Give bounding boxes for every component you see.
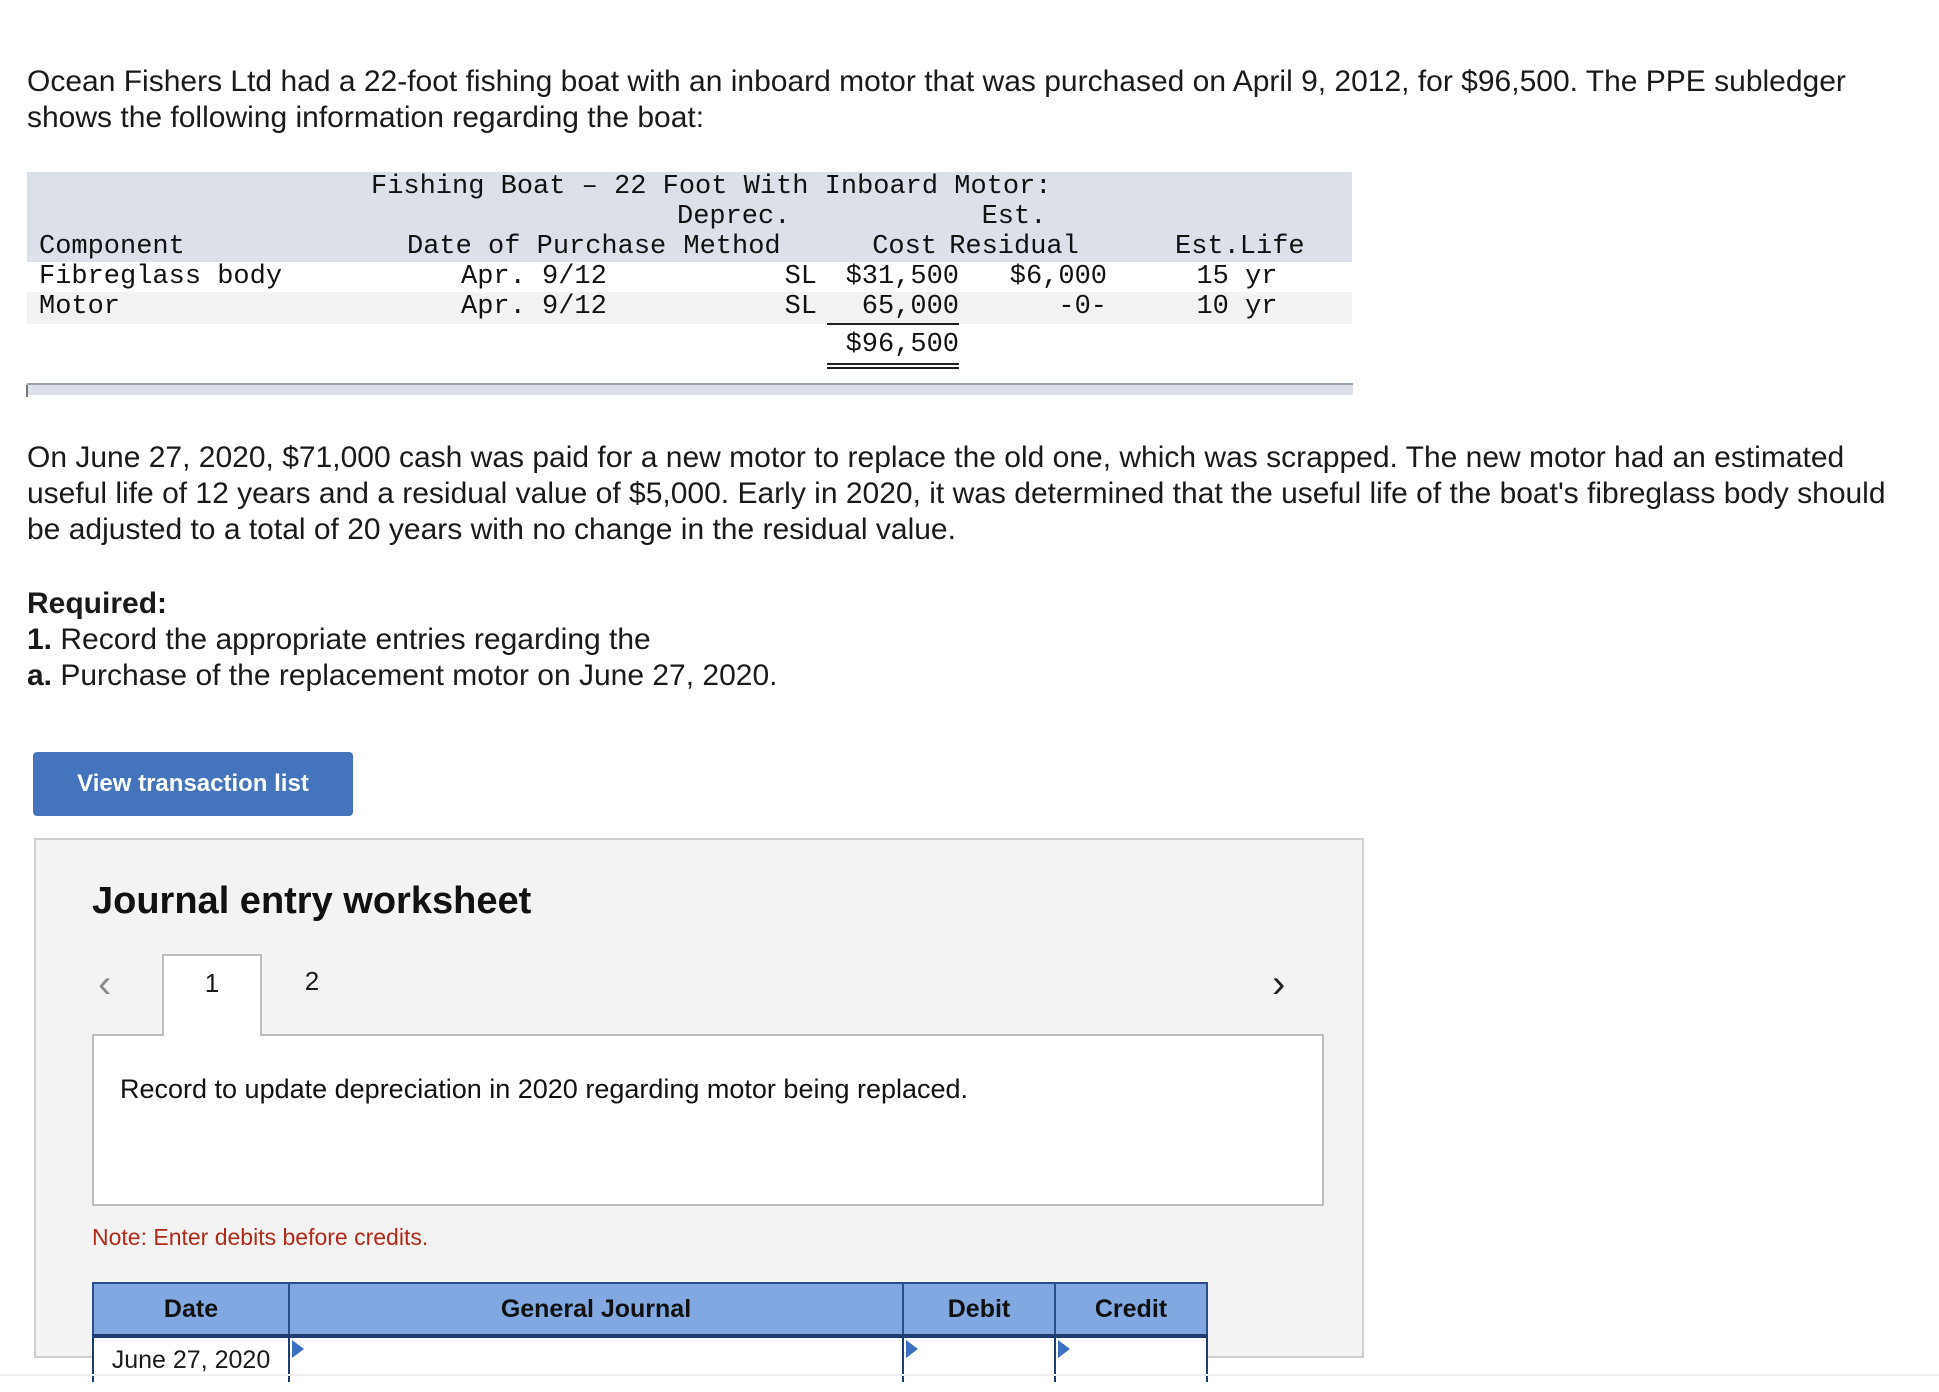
- chevron-left-icon[interactable]: ‹: [98, 962, 112, 1006]
- header-cost: Cost: [872, 232, 937, 262]
- required-heading: Required:: [27, 587, 168, 620]
- dropdown-flag-icon: [1058, 1340, 1070, 1358]
- header-debit-col: Debit: [903, 1283, 1055, 1336]
- journal-entry-worksheet: [34, 838, 1364, 1374]
- total-cost: $96,500: [845, 330, 959, 360]
- header-component: Component: [39, 232, 185, 262]
- total-rule-2: [827, 367, 959, 369]
- header-method-2: Method: [683, 232, 781, 262]
- header-residual-1: Est.: [981, 202, 1047, 232]
- row-2-cost: 65,000: [861, 292, 959, 322]
- header-general-journal-col: General Journal: [289, 1283, 903, 1336]
- journal-table: [92, 1282, 1208, 1382]
- required-item-a-text: Purchase of the replacement motor on June 27, 2020.: [52, 659, 778, 692]
- header-date-col: Date: [93, 1283, 289, 1336]
- row-2-method: SL: [784, 292, 817, 322]
- row-1-date: Apr. 9/12: [461, 262, 607, 292]
- subtotal-rule: [827, 323, 959, 325]
- row-date: June 27, 2020: [93, 1336, 289, 1382]
- row-2-residual: -0-: [1058, 292, 1107, 322]
- tab-1[interactable]: 1: [162, 954, 262, 1036]
- required-item-1-num: 1.: [27, 623, 53, 656]
- row-1-life: 15 yr: [1196, 262, 1278, 292]
- row-1-cost: $31,500: [845, 262, 959, 292]
- page-bottom-divider: [0, 1374, 1939, 1376]
- view-transaction-list-button[interactable]: View transaction list: [33, 752, 353, 816]
- total-rule-1: [827, 363, 959, 365]
- required-section: [27, 586, 777, 694]
- header-method-1: Deprec.: [677, 202, 791, 232]
- required-item-1-text: Record the appropriate entries regarding the: [52, 623, 651, 656]
- header-date: Date of Purchase: [407, 232, 667, 262]
- table-divider: [27, 383, 1353, 395]
- worksheet-title: Journal entry worksheet: [92, 880, 532, 922]
- scenario-paragraph: On June 27, 2020, $71,000 cash was paid for a new motor to replace the old one, which was scrapped. The new motor had an estimated useful life of 12 years and a residual value of $5,000. Early in 2020, it was determined that the useful life of the boat's fibreglass body should be adjusted to a total of 20 years with no change in the residual value.: [27, 441, 1886, 546]
- row-1-residual: $6,000: [1009, 262, 1107, 292]
- ppe-subledger-table: [27, 172, 1352, 397]
- dropdown-flag-icon: [906, 1340, 918, 1358]
- instruction-panel: [92, 1034, 1324, 1206]
- intro-paragraph: Ocean Fishers Ltd had a 22-foot fishing boat with an inboard motor that was purchased on April 9, 2012, for $96,500. The PPE subledger shows the following information regarding the boat:: [27, 65, 1846, 134]
- header-residual-2: Residual: [949, 232, 1079, 262]
- row-2-date: Apr. 9/12: [461, 292, 607, 322]
- row-1-method: SL: [784, 262, 817, 292]
- row-2-component: Motor: [39, 292, 121, 322]
- chevron-right-icon[interactable]: ›: [1272, 962, 1286, 1006]
- instruction-text: Record to update depreciation in 2020 regarding motor being replaced.: [120, 1074, 969, 1104]
- row-1-component: Fibreglass body: [39, 262, 283, 292]
- required-item-a-num: a.: [27, 659, 53, 692]
- dropdown-flag-icon: [292, 1340, 304, 1358]
- row-2-life: 10 yr: [1196, 292, 1278, 322]
- header-life: Est.Life: [1175, 232, 1305, 262]
- ledger-title: Fishing Boat – 22 Foot With Inboard Motor:: [371, 172, 1052, 202]
- debit-credit-note: Note: Enter debits before credits.: [92, 1224, 429, 1250]
- header-credit-col: Credit: [1055, 1283, 1207, 1336]
- tab-2[interactable]: 2: [304, 966, 320, 996]
